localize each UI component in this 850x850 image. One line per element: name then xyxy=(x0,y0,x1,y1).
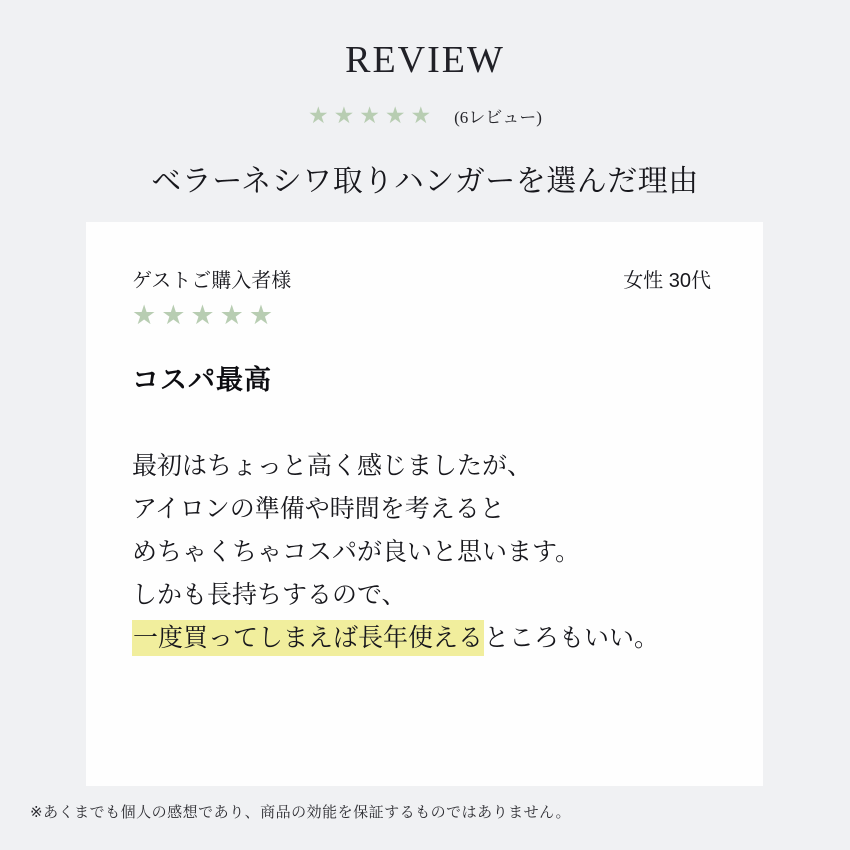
highlighted-text: 一度買ってしまえば長年使える xyxy=(132,620,484,656)
body-text: めちゃくちゃコスパが良いと思います。 xyxy=(132,538,581,566)
overall-rating-row xyxy=(0,103,850,128)
review-body-line xyxy=(132,574,711,617)
review-card xyxy=(86,222,763,786)
review-body-line xyxy=(132,445,711,488)
review-star-rating-icons: ★★★★★ xyxy=(132,300,279,330)
review-body-line xyxy=(132,531,711,574)
page-subtitle: ベラーネシワ取りハンガーを選んだ理由 xyxy=(151,165,699,198)
footer-disclaimer: ※あくまでも個人の感想であり、商品の効能を保証するものではありません。 xyxy=(30,804,571,821)
reviewer-demographic: 女性 30代 xyxy=(623,270,711,292)
page-title: REVIEW xyxy=(345,39,505,81)
review-count-label: (6レビュー) xyxy=(454,108,542,127)
body-text: アイロンの準備や時間を考えると xyxy=(132,495,505,523)
reviewer-row xyxy=(132,264,711,293)
reviewer-name: ゲストご購入者様 xyxy=(132,270,292,292)
review-body-line xyxy=(132,617,711,660)
review-body xyxy=(132,445,711,660)
body-text: ところもいい。 xyxy=(484,624,660,652)
body-text: 最初はちょっと高く感じましたが、 xyxy=(132,452,533,480)
overall-star-rating-icons: ★★★★★ xyxy=(308,102,437,128)
review-body-line xyxy=(132,488,711,531)
body-text: しかも長持ちするので、 xyxy=(132,581,407,609)
review-title: コスパ最高 xyxy=(132,365,272,395)
